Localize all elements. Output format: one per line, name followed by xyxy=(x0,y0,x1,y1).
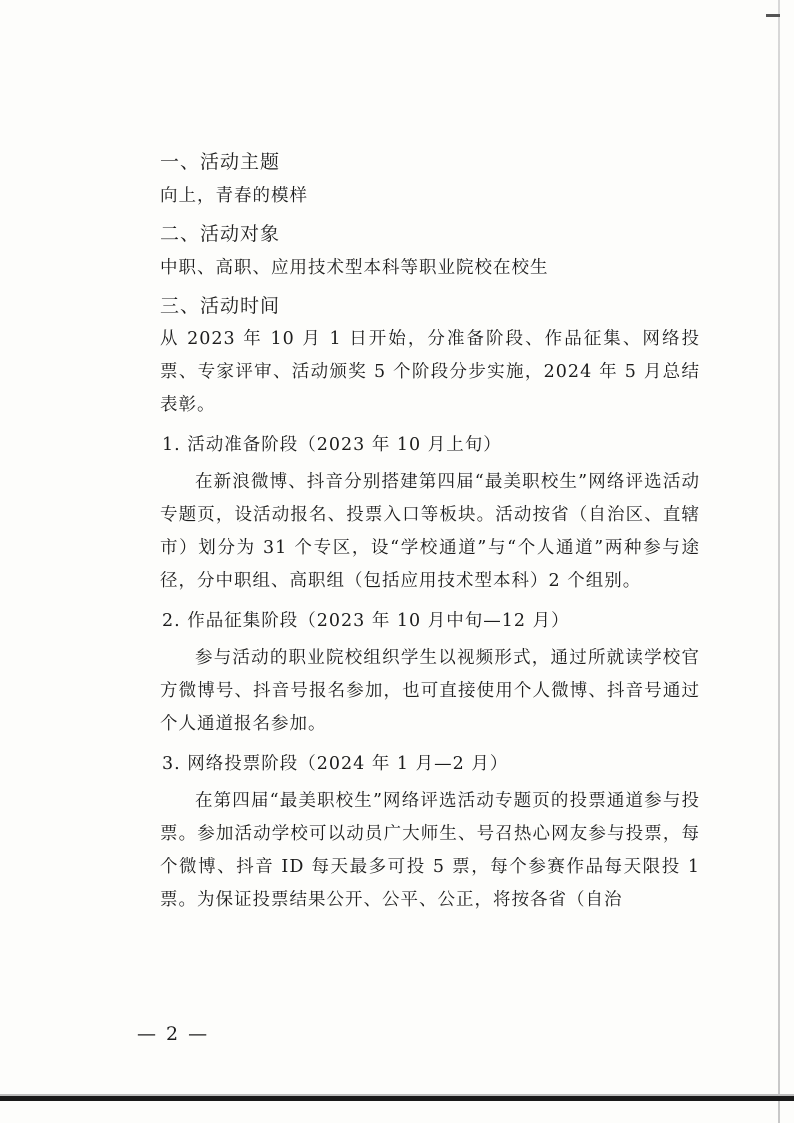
participants-text: 中职、高职、应用技术型本科等职业院校在校生 xyxy=(160,258,549,278)
schedule-intro-paragraph: 从 2023 年 10 月 1 日开始，分准备阶段、作品征集、网络投票、专家评审、活动颁奖 5 个阶段分步实施，2024 年 5 月总结表彰。 xyxy=(160,329,700,415)
scan-right-edge xyxy=(778,0,780,1123)
stage1-paragraph: 在新浪微博、抖音分别搭建第四届“最美职校生”网络评选活动专题页，设活动报名、投票入口等板块。活动按省（自治区、直辖市）划分为 31 个专区，设“学校通道”与“个人通道”两种参与途径，分中职组、高职组（包括应用技术型本科）2 个组别。 xyxy=(160,472,700,591)
stage2-heading: 2. 作品征集阶段（2023 年 10 月中旬—12 月） xyxy=(162,611,570,631)
section-heading-theme: 一、活动主题 xyxy=(160,151,281,173)
scan-corner-mark xyxy=(766,14,780,17)
stage1-heading: 1. 活动准备阶段（2023 年 10 月上旬） xyxy=(162,435,502,455)
theme-text: 向上，青春的模样 xyxy=(160,186,308,206)
stage3-heading: 3. 网络投票阶段（2024 年 1 月—2 月） xyxy=(162,754,509,774)
section-heading-participants: 二、活动对象 xyxy=(160,223,281,245)
document-body xyxy=(160,145,700,923)
stage2-paragraph: 参与活动的职业院校组织学生以视频形式，通过所就读学校官方微博号、抖音号报名参加，也可直接使用个人微博、抖音号通过个人通道报名参加。 xyxy=(160,648,700,734)
scan-bottom-edge xyxy=(0,1096,794,1101)
page-number: — 2 — xyxy=(137,1023,210,1045)
stage3-paragraph: 在第四届“最美职校生”网络评选活动专题页的投票通道参与投票。参加活动学校可以动员广大师生、号召热心网友参与投票，每个微博、抖音 ID 每天最多可投 5 票，每个参赛作品每天限投 1 票。为保证投票结果公开、公平、公正，将按各省（自治 xyxy=(160,791,700,910)
section-heading-schedule: 三、活动时间 xyxy=(160,295,281,317)
